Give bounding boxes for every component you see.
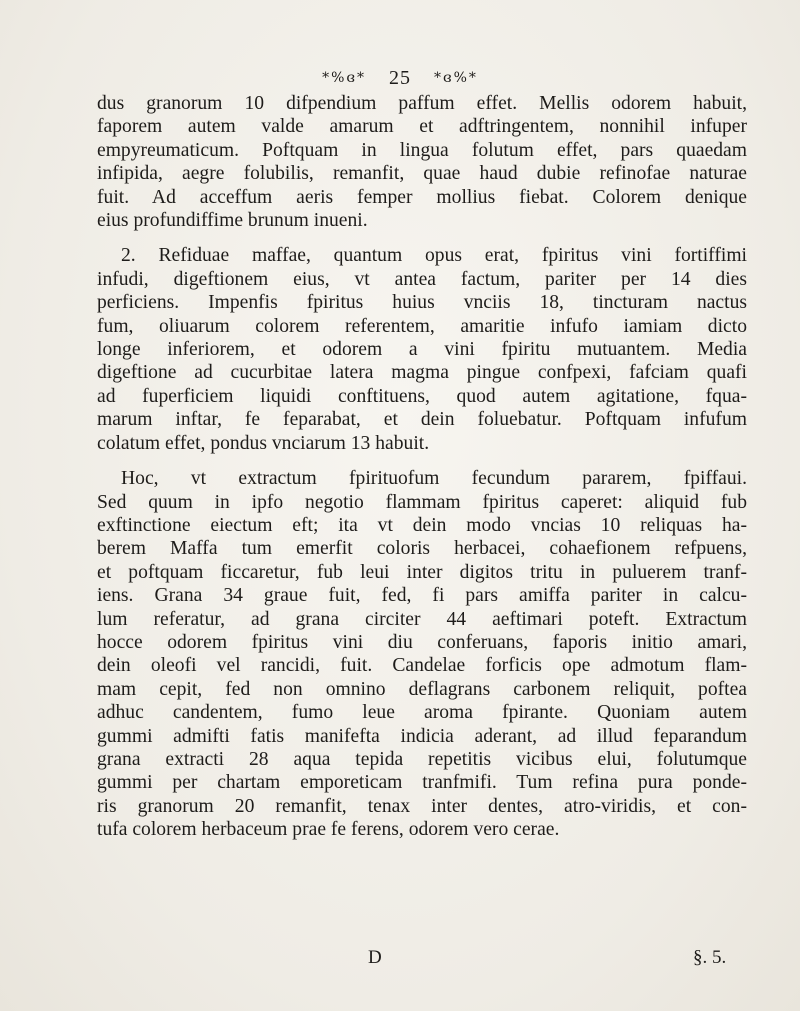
text-line: perficiens. Impenfis fpiritus huius vnciis 18, tincturam nactus [97,292,747,314]
paragraph-2 [97,244,747,455]
page-number: 25 [389,66,411,89]
text-line: iens. Grana 34 graue fuit, fed, fi pars amiffa pariter in calcu- [97,585,747,607]
paragraph-1 [97,92,747,232]
page-footer [0,947,800,973]
text-line: tufa colorem herbaceum prae fe ferens, odorem vero cerae. [97,819,560,841]
header-ornament-right: *ɞ%* [434,70,478,86]
page-header [0,66,800,90]
text-line: ad fuperficiem liquidi conftituens, quod autem agitatione, fqua- [97,385,747,407]
signature-mark: D [368,947,382,968]
text-line: gummi per chartam emporeticam tranfmifi. Tum refina pura ponde- [97,772,747,794]
text-line: faporem autem valde amarum et adftringentem, nonnihil infuper [97,116,747,138]
text-line: grana extracti 28 aqua tepida repetitis vicibus elui, folutumque [97,748,747,770]
text-line: berem Maffa tum emerfit coloris herbacei, cohaefionem refpuens, [97,538,747,560]
text-line: fuit. Ad acceffum aeris femper mollius fiebat. Colorem denique [97,186,747,208]
text-line: longe inferiorem, et odorem a vini fpiritu mutuantem. Media [97,339,747,361]
text-line: exftinctione eiectum eft; ita vt dein modo vncias 10 reliquas ha- [97,514,747,536]
text-line: mam cepit, fed non omnino deflagrans carbonem reliquit, poftea [97,678,747,700]
text-line: gummi admifti fatis manifefta indicia aderant, ad illud feparandum [97,725,747,747]
text-line: ris granorum 20 remanfit, tenax inter dentes, atro-viridis, et con- [97,795,747,817]
text-line: colatum effet, pondus vnciarum 13 habuit. [97,432,430,454]
text-line: lum referatur, ad grana circiter 44 aeftimari poteft. Extractum [97,608,747,630]
header-ornament-left: *%ɞ* [322,70,366,86]
text-line: adhuc candentem, fumo leue aroma fpirante. Quoniam autem [97,702,747,724]
text-line: Hoc, vt extractum fpirituofum fecundum pararem, fpiffaui. [121,468,747,490]
text-line: empyreumaticum. Poftquam in lingua folutum effet, pars quaedam [97,139,747,161]
text-line: et poftquam ficcaretur, fub leui inter digitos tritu in puluerem tranf- [97,561,747,583]
text-line: infipida, aegre folubilis, remanfit, quae haud dubie refinofae naturae [97,163,747,185]
text-line: digeftione ad cucurbitae latera magma pingue confpexi, fafciam quafi [97,362,747,384]
text-line: dein oleofi vel rancidi, fuit. Candelae forficis ope admotum flam- [97,655,747,677]
text-line: 2. Refiduae maffae, quantum opus erat, fpiritus vini fortiffimi [121,245,747,267]
text-line: dus granorum 10 difpendium paffum effet. Mellis odorem habuit, [97,93,747,114]
body-text [97,92,747,842]
paragraph-3 [97,467,747,842]
text-line: Sed quum in ipfo negotio flammam fpiritus caperet: aliquid fub [97,491,747,513]
text-line: marum inftar, fe feparabat, et dein foluebatur. Poftquam infufum [97,409,747,431]
catchword: §. 5. [693,947,727,968]
text-line: fum, oliuarum colorem referentem, amaritie infufo iamiam dicto [97,315,747,337]
text-line: hocce odorem fpiritus vini diu conferuans, faporis initio amari, [97,631,747,653]
text-line: eius profundiffime brunum inueni. [97,210,368,232]
text-line: infudi, digeftionem eius, vt antea factum, pariter per 14 dies [97,268,747,290]
